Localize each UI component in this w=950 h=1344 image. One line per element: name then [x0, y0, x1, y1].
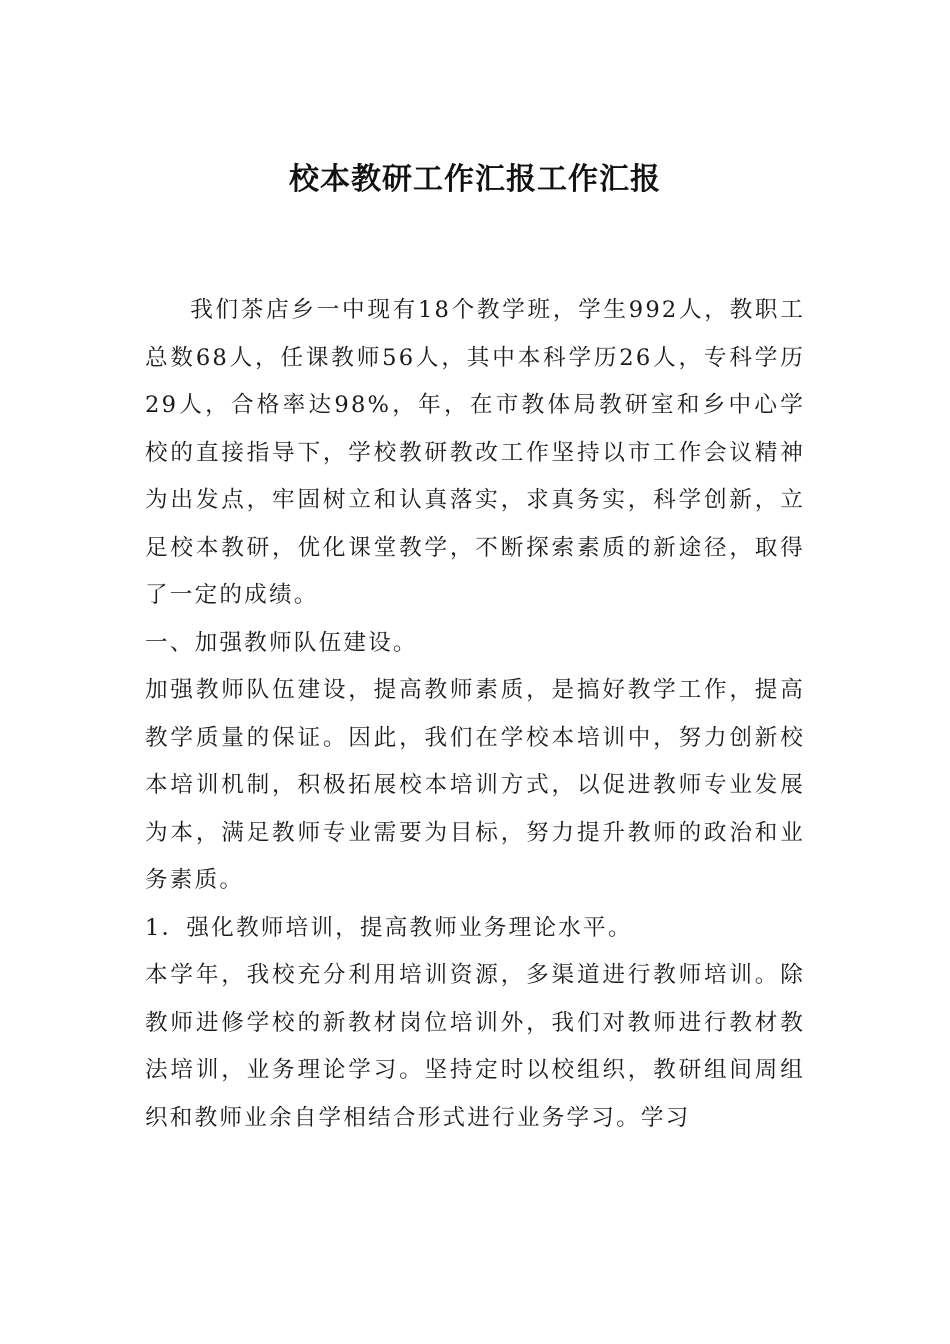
paragraph-subsection-1: 本学年，我校充分利用培训资源，多渠道进行教师培训。除教师进修学校的新教材岗位培训外，我们对教师进行教材教法培训，业务理论学习。坚持定时以校组织，教研组间周组织和教师业余自学相结合形式进行业务学习。学习 [145, 962, 805, 1131]
document-body [145, 287, 805, 1142]
paragraph-section-1: 加强教师队伍建设，提高教师素质，是搞好教学工作，提高教学质量的保证。因此，我们在学校本培训中，努力创新校本培训机制，积极拓展校本培训方式，以促进教师专业发展为本，满足教师专业需要为目标，努力提升教师的政治和业务素质。 [145, 677, 805, 893]
subsection-heading-1: 1．强化教师培训，提高教师业务理论水平。 [145, 914, 633, 941]
paragraph-intro: 我们茶店乡一中现有18个教学班，学生992人，教职工总数68人，任课教师56人，其中本科学历26人，专科学历29人，合格率达98%，年，在市教体局教研室和乡中心学校的直接指导下，学校教研教改工作坚持以市工作会议精神为出发点，牢固树立和认真落实，求真务实，科学创新，立足校本教研，优化课堂教学，不断探索素质的新途径，取得了一定的成绩。 [145, 297, 805, 608]
document-title: 校本教研工作汇报工作汇报 [289, 162, 661, 197]
section-heading-1: 一、加强教师队伍建设。 [145, 629, 418, 656]
